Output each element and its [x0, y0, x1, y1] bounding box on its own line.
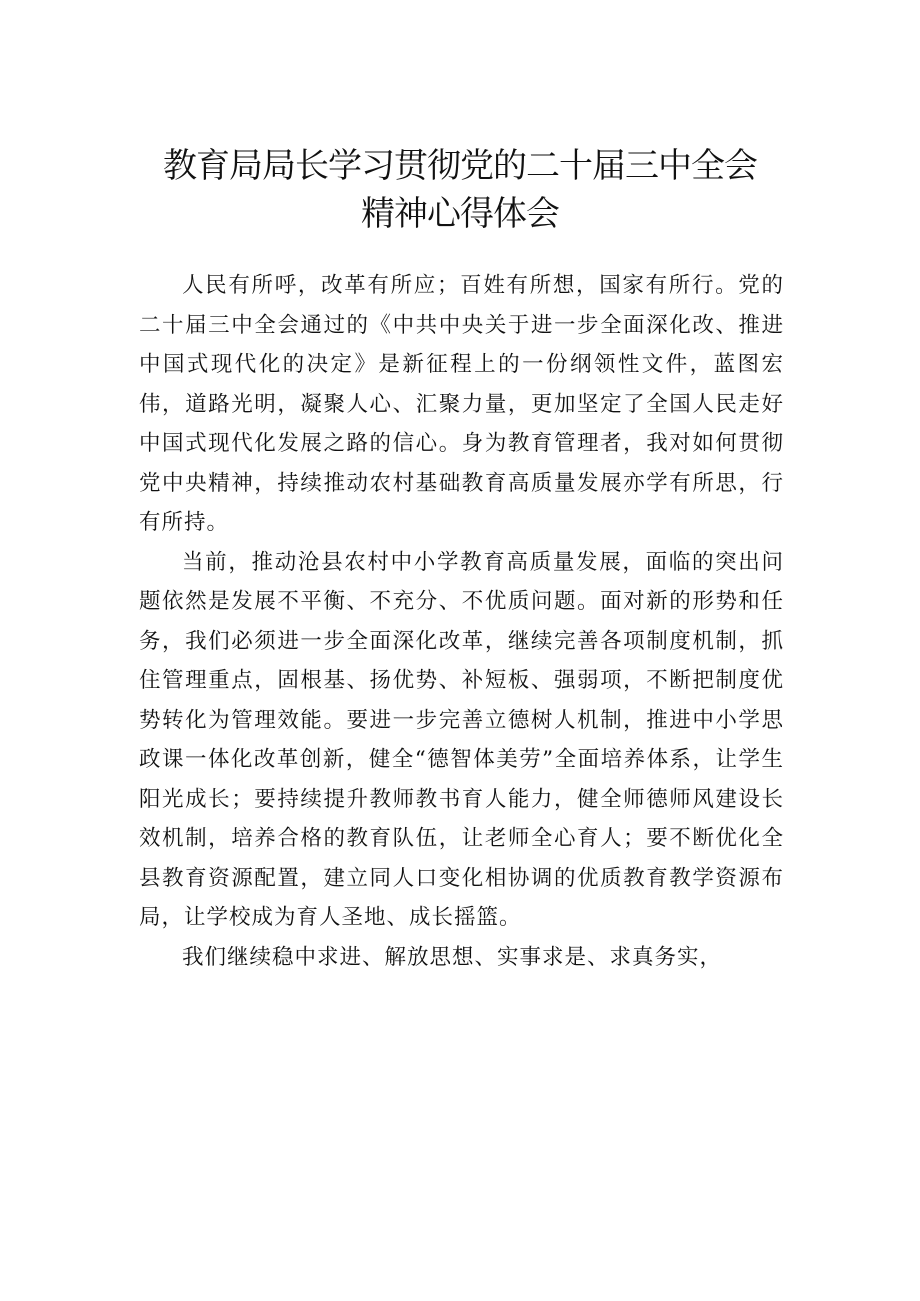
- document-body: [139, 266, 784, 977]
- title-line-1: 教育局局长学习贯彻党的二十届三中全会: [163, 146, 757, 186]
- document-title: [110, 142, 810, 238]
- paragraph-1: 人民有所呼，改革有所应；百姓有所想，国家有所行。党的二十届三中全会通过的《中共中央关于进一步全面深化改、推进中国式现代化的决定》是新征程上的一份纲领性文件，蓝图宏伟，道路光明，凝聚人心、汇聚力量，更加坚定了全国人民走好中国式现代化发展之路的信心。身为教育管理者，我对如何贯彻党中央精神，持续推动农村基础教育高质量发展亦学有所思，行有所持。: [139, 273, 784, 535]
- title-line-2: 精神心得体会: [361, 194, 559, 234]
- paragraph-2: 当前，推动沧县农村中小学教育高质量发展，面临的突出问题依然是发展不平衡、不充分、不优质问题。面对新的形势和任务，我们必须进一步全面深化改革，继续完善各项制度机制，抓住管理重点，固根基、扬优势、补短板、强弱项，不断把制度优势转化为管理效能。要进一步完善立德树人机制，推进中小学思政课一体化改革创新，健全“德智体美劳”全面培养体系，让学生阳光成长；要持续提升教师教书育人能力，健全师德师风建设长效机制，培养合格的教育队伍，让老师全心育人；要不断优化全县教育资源配置，建立同人口变化相协调的优质教育教学资源布局，让学校成为育人圣地、成长摇篮。: [139, 549, 784, 930]
- paragraph-3: 我们继续稳中求进、解放思想、实事求是、求真务实，: [182, 944, 723, 970]
